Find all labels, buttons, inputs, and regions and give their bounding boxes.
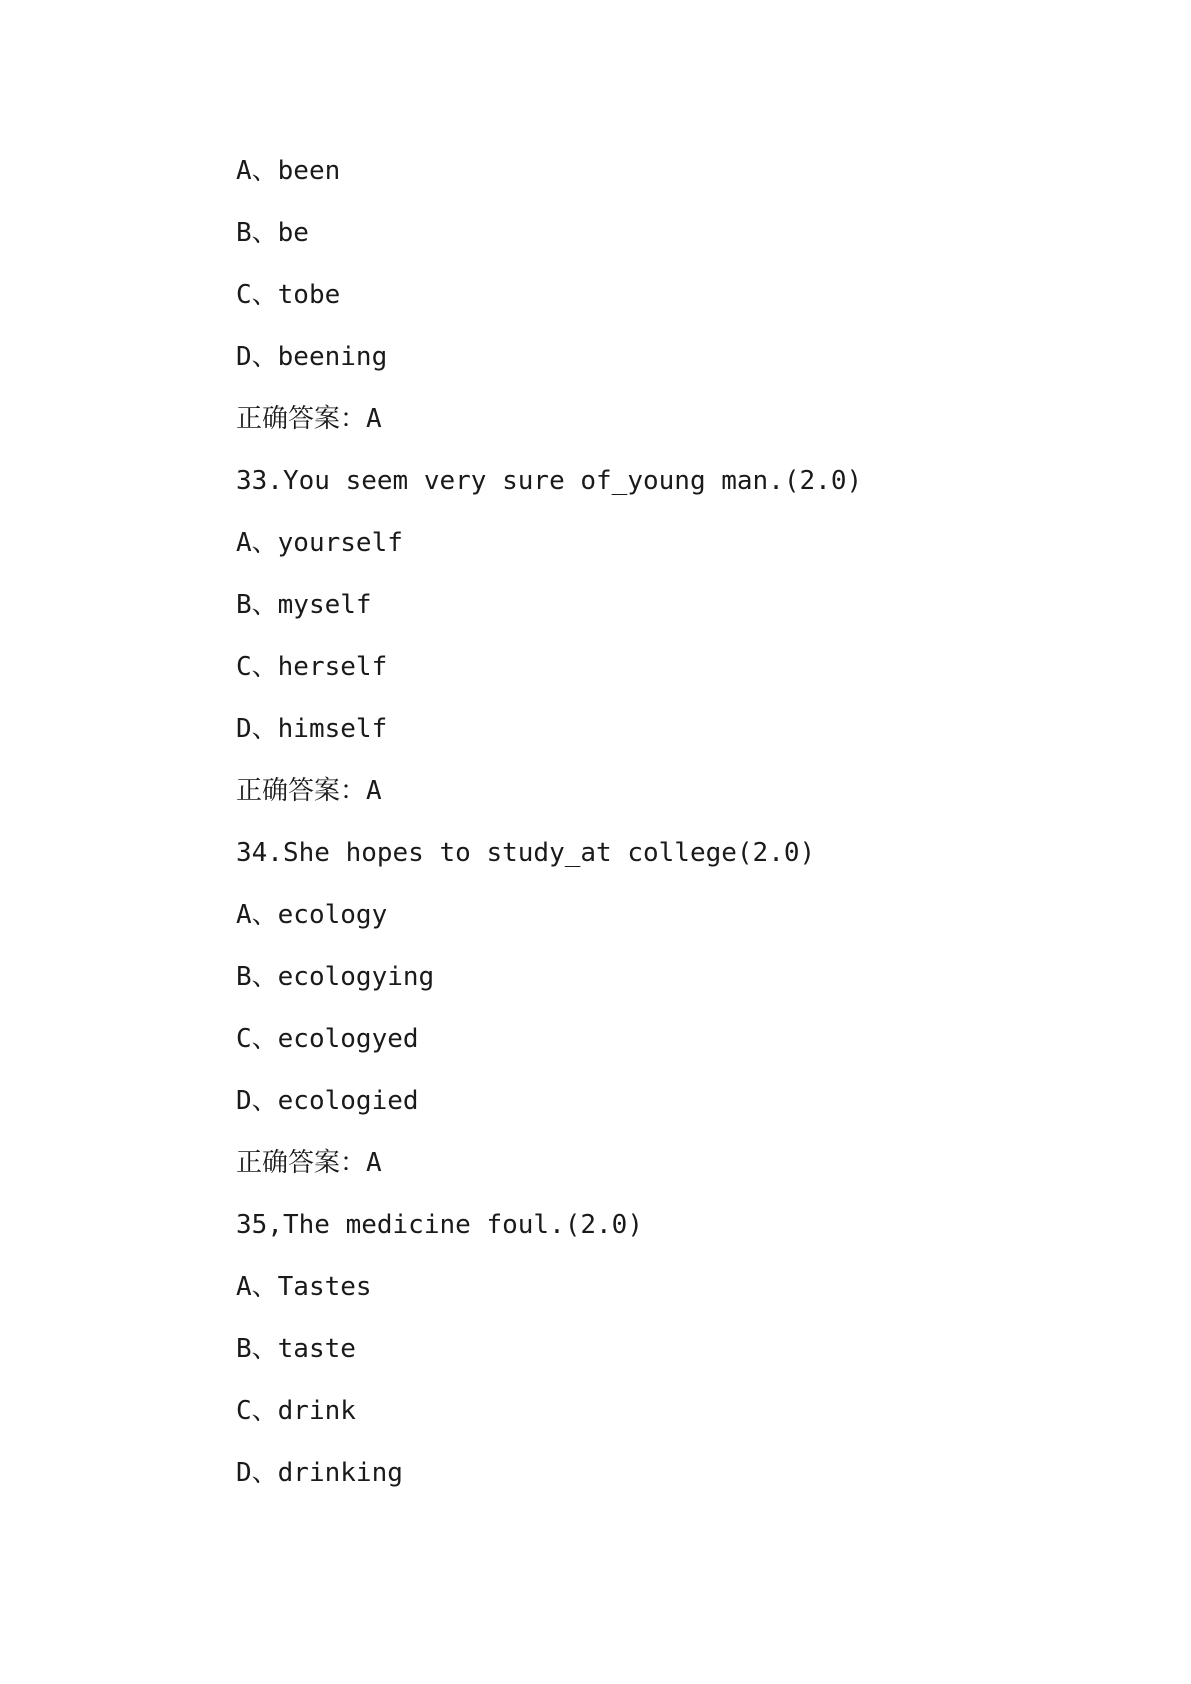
- option-b-q34: B、ecologying: [236, 962, 435, 992]
- option-c-q35: C、drink: [236, 1396, 356, 1426]
- option-a-q34: A、ecology: [236, 900, 388, 930]
- option-b-q33: B、myself: [236, 590, 372, 620]
- option-c-q34: C、ecologyed: [236, 1024, 419, 1054]
- option-d-q32: D、beening: [236, 342, 388, 372]
- answer-q33: 正确答案：A: [236, 776, 382, 806]
- option-a-q33: A、yourself: [236, 528, 403, 558]
- option-d-q35: D、drinking: [236, 1458, 403, 1488]
- answer-q34: 正确答案：A: [236, 1148, 382, 1178]
- option-b-q32: B、be: [236, 218, 309, 248]
- question-34: 34.She hopes to study_at college(2.0): [236, 838, 816, 868]
- question-35: 35,The medicine foul.(2.0): [236, 1210, 643, 1240]
- answer-q32: 正确答案：A: [236, 404, 382, 434]
- option-b-q35: B、taste: [236, 1334, 356, 1364]
- option-c-q33: C、herself: [236, 652, 388, 682]
- option-c-q32: C、tobe: [236, 280, 341, 310]
- option-d-q34: D、ecologied: [236, 1086, 419, 1116]
- option-a-q35: A、Tastes: [236, 1272, 372, 1302]
- option-d-q33: D、himself: [236, 714, 388, 744]
- question-33: 33.You seem very sure of_young man.(2.0): [236, 466, 863, 496]
- option-a-q32: A、been: [236, 156, 341, 186]
